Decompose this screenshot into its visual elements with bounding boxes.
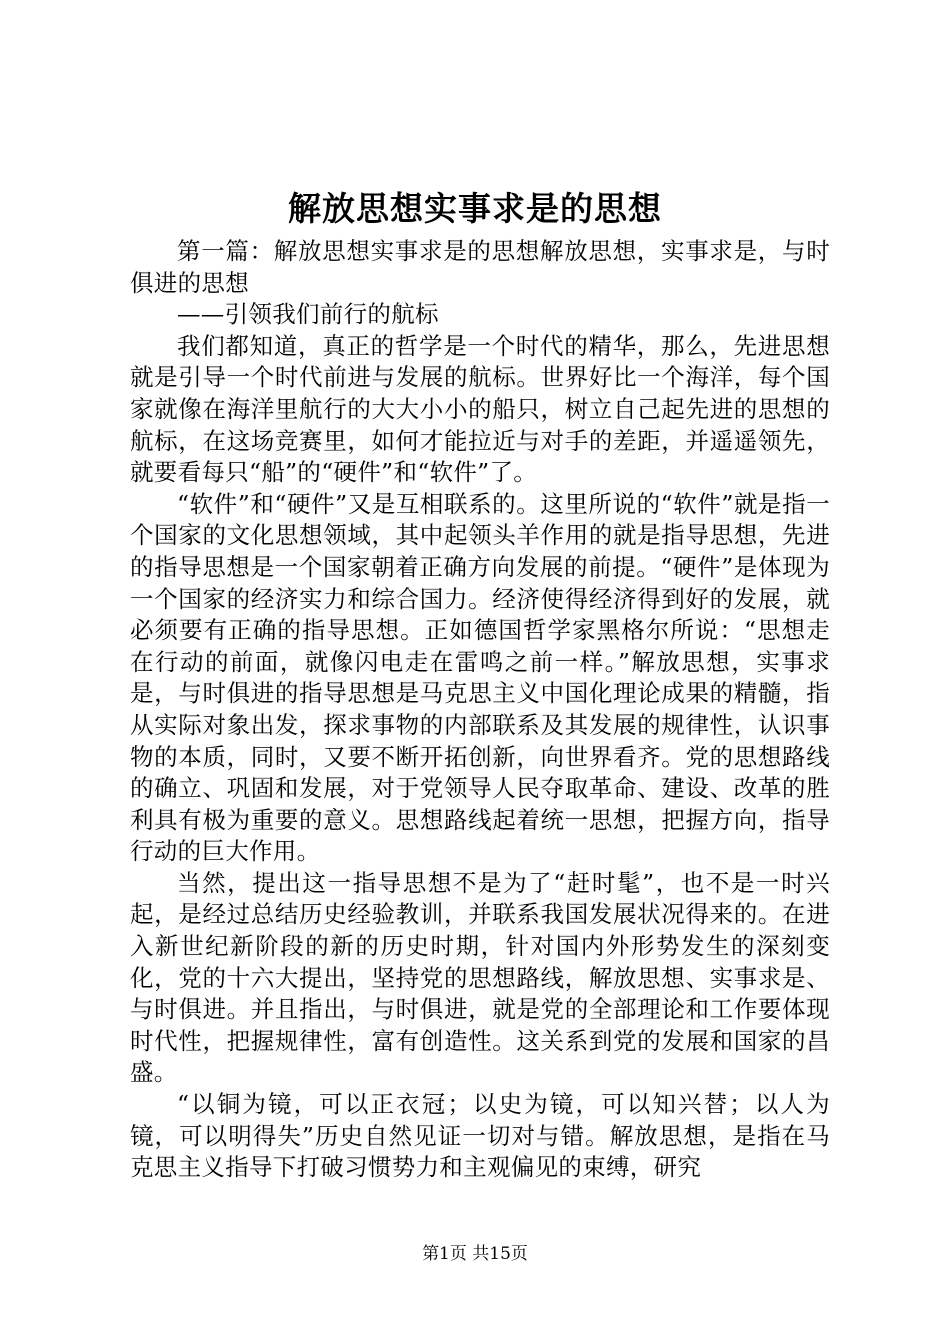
paragraph-heading: 第一篇：解放思想实事求是的思想解放思想，实事求是，与时俱进的思想 bbox=[130, 237, 830, 297]
paragraph-subtitle: ——引领我们前行的航标 bbox=[177, 300, 439, 329]
page-footer: 第1页 共15页 bbox=[422, 1244, 528, 1264]
paragraph: “软件”和“硬件”又是互相联系的。这里所说的“软件”就是指一个国家的文化思想领域，其中起领头羊作用的就是指导思想，先进的指导思想是一个国家朝着正确方向发展的前提。“硬件”是体现为一个国家的经济实力和综合国力。经济使得经济得到好的发展，就必须要有正确的指导思想。正如德国哲学家黑格尔所说：“思想走在行动的前面，就像闪电走在雷鸣之前一样。”解放思想，实事求是，与时俱进的指导思想是马克思主义中国化理论成果的精髓，指从实际对象出发，探求事物的内部联系及其发展的规律性，认识事物的本质，同时，又要不断开拓创新，向世界看齐。党的思想路线的确立、巩固和发展，对于党领导人民夺取革命、建设、改革的胜利具有极为重要的意义。思想路线起着统一思想，把握方向，指导行动的巨大作用。 bbox=[130, 489, 830, 866]
document-title: 解放思想实事求是的思想 bbox=[288, 189, 662, 228]
paragraph: 我们都知道，真正的哲学是一个时代的精华，那么，先进思想就是引导一个时代前进与发展的航标。世界好比一个海洋，每个国家就像在海洋里航行的大大小小的船只，树立自己起先进的思想的航标，在这场竞赛里，如何才能拉近与对手的差距，并遥遥领先，就要看每只“船”的“硬件”和“软件”了。 bbox=[130, 331, 830, 487]
paragraph: 当然，提出这一指导思想不是为了“赶时髦”，也不是一时兴起，是经过总结历史经验教训，并联系我国发展状况得来的。在进入新世纪新阶段的新的历史时期，针对国内外形势发生的深刻变化，党的十六大提出，坚持党的思想路线，解放思想、实事求是、与时俱进。并且指出，与时俱进，就是党的全部理论和工作要体现时代性，把握规律性，富有创造性。这关系到党的发展和国家的昌盛。 bbox=[130, 868, 830, 1087]
paragraph: “以铜为镜，可以正衣冠；以史为镜，可以知兴替；以人为镜，可以明得失”历史自然见证一切对与错。解放思想，是指在马克思主义指导下打破习惯势力和主观偏见的束缚，研究 bbox=[130, 1090, 830, 1182]
document-body bbox=[130, 236, 830, 1184]
